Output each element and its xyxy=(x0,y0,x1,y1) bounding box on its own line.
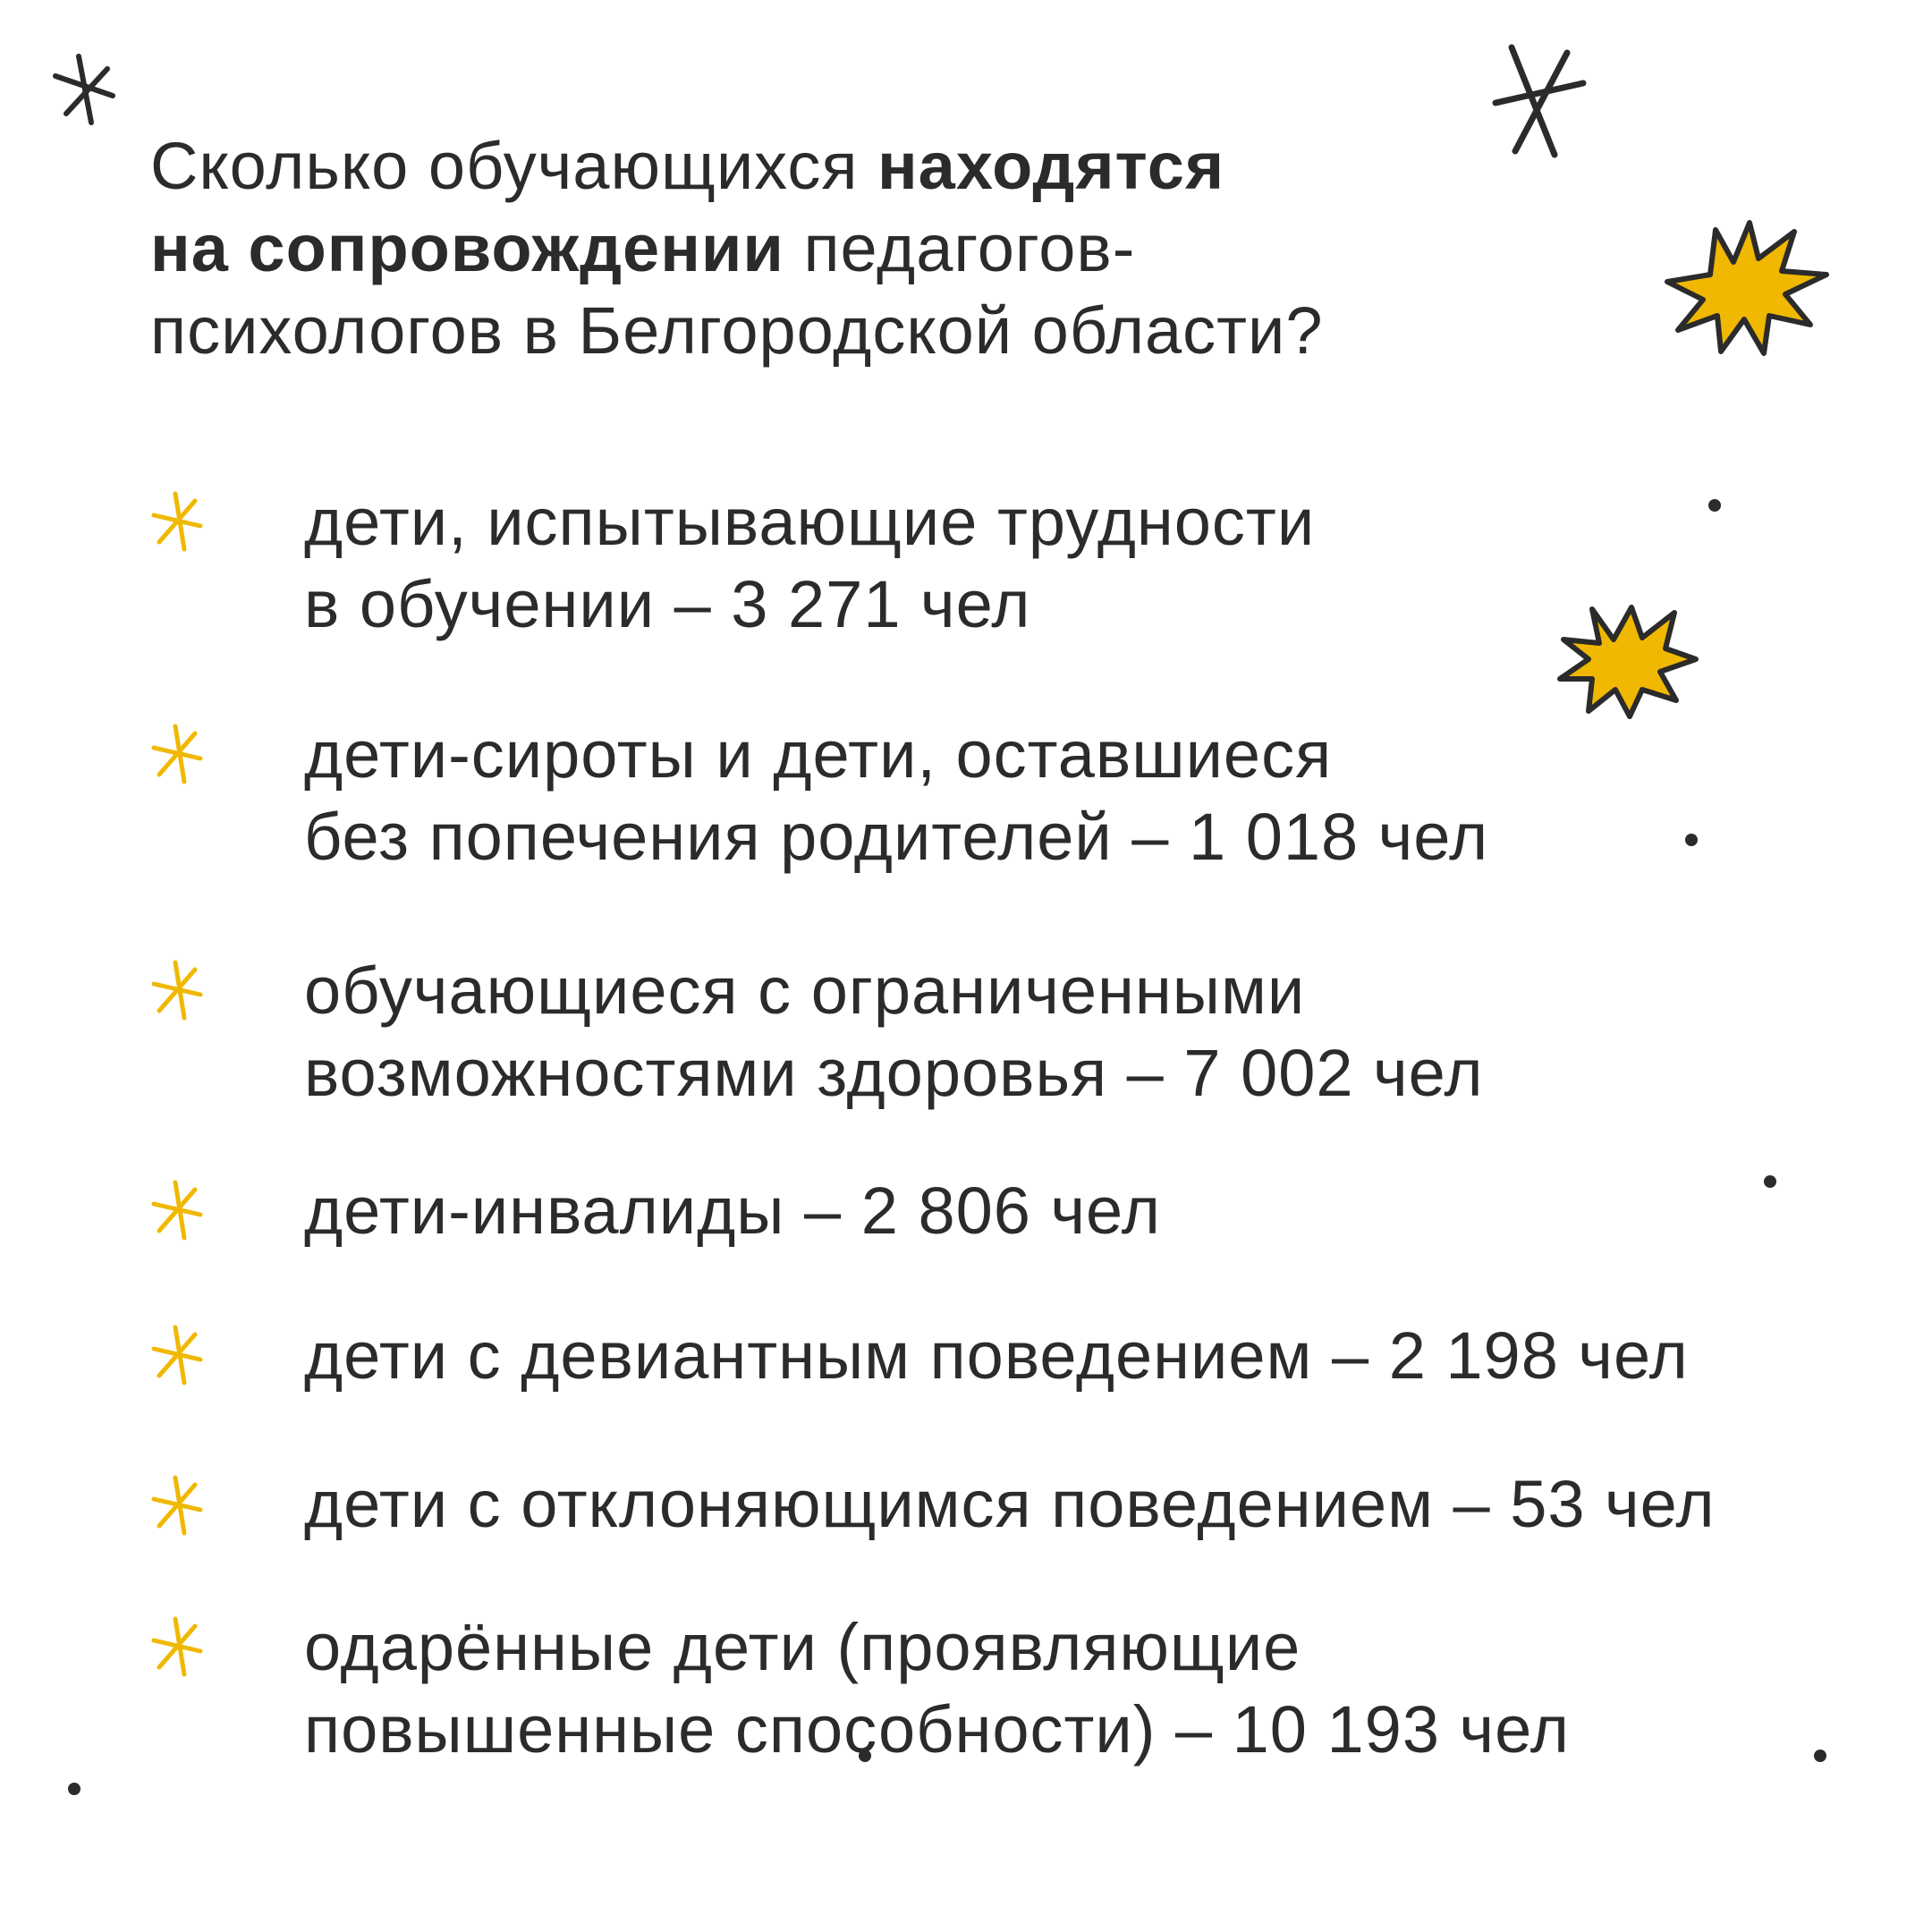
list-item xyxy=(304,1170,1843,1252)
list-item-text: возможностями здоровья – 7 002 чел xyxy=(304,1036,1484,1110)
asterisk-doodle-icon xyxy=(148,723,206,785)
list-item-text: одарённые дети (проявляющие xyxy=(304,1610,1301,1684)
list-item-text: в обучении – 3 271 чел xyxy=(304,567,1031,641)
asterisk-doodle-icon xyxy=(148,1179,206,1241)
list-item-text: дети-сироты и дети, оставшиеся xyxy=(304,717,1333,792)
page-title: Сколько обучающихся находятся на сопровождении педагогов- психологов в Белгородской области? xyxy=(150,129,1324,368)
list-item-text: повышенные способности) – 10 193 чел xyxy=(304,1692,1570,1767)
list-item-text: дети-инвалиды – 2 806 чел xyxy=(304,1174,1161,1248)
list-item xyxy=(304,1315,1843,1397)
asterisk-doodle-icon xyxy=(148,1615,206,1678)
list-item xyxy=(304,950,1843,1114)
asterisk-doodle-icon xyxy=(148,1474,206,1537)
asterisk-doodle-icon xyxy=(148,490,206,553)
asterisk-doodle-icon xyxy=(45,49,125,130)
list-item-text: дети с девиантным поведением – 2 198 чел xyxy=(304,1318,1689,1393)
list-item-text: дети, испытывающие трудности xyxy=(304,485,1316,559)
asterisk-doodle-icon xyxy=(148,1324,206,1386)
list-item-text: без попечения родителей – 1 018 чел xyxy=(304,800,1489,874)
star-burst-icon xyxy=(1664,219,1834,362)
decor-dot xyxy=(68,1783,80,1795)
asterisk-doodle-icon xyxy=(148,959,206,1021)
list-item xyxy=(304,714,1843,878)
list-item xyxy=(304,481,1843,646)
list-item-text: обучающиеся с ограниченными xyxy=(304,953,1306,1028)
list-item-text: дети с отклоняющимся поведением – 53 чел xyxy=(304,1467,1716,1541)
asterisk-doodle-icon xyxy=(1485,40,1592,165)
list-item xyxy=(304,1606,1843,1771)
list-item xyxy=(304,1463,1843,1546)
